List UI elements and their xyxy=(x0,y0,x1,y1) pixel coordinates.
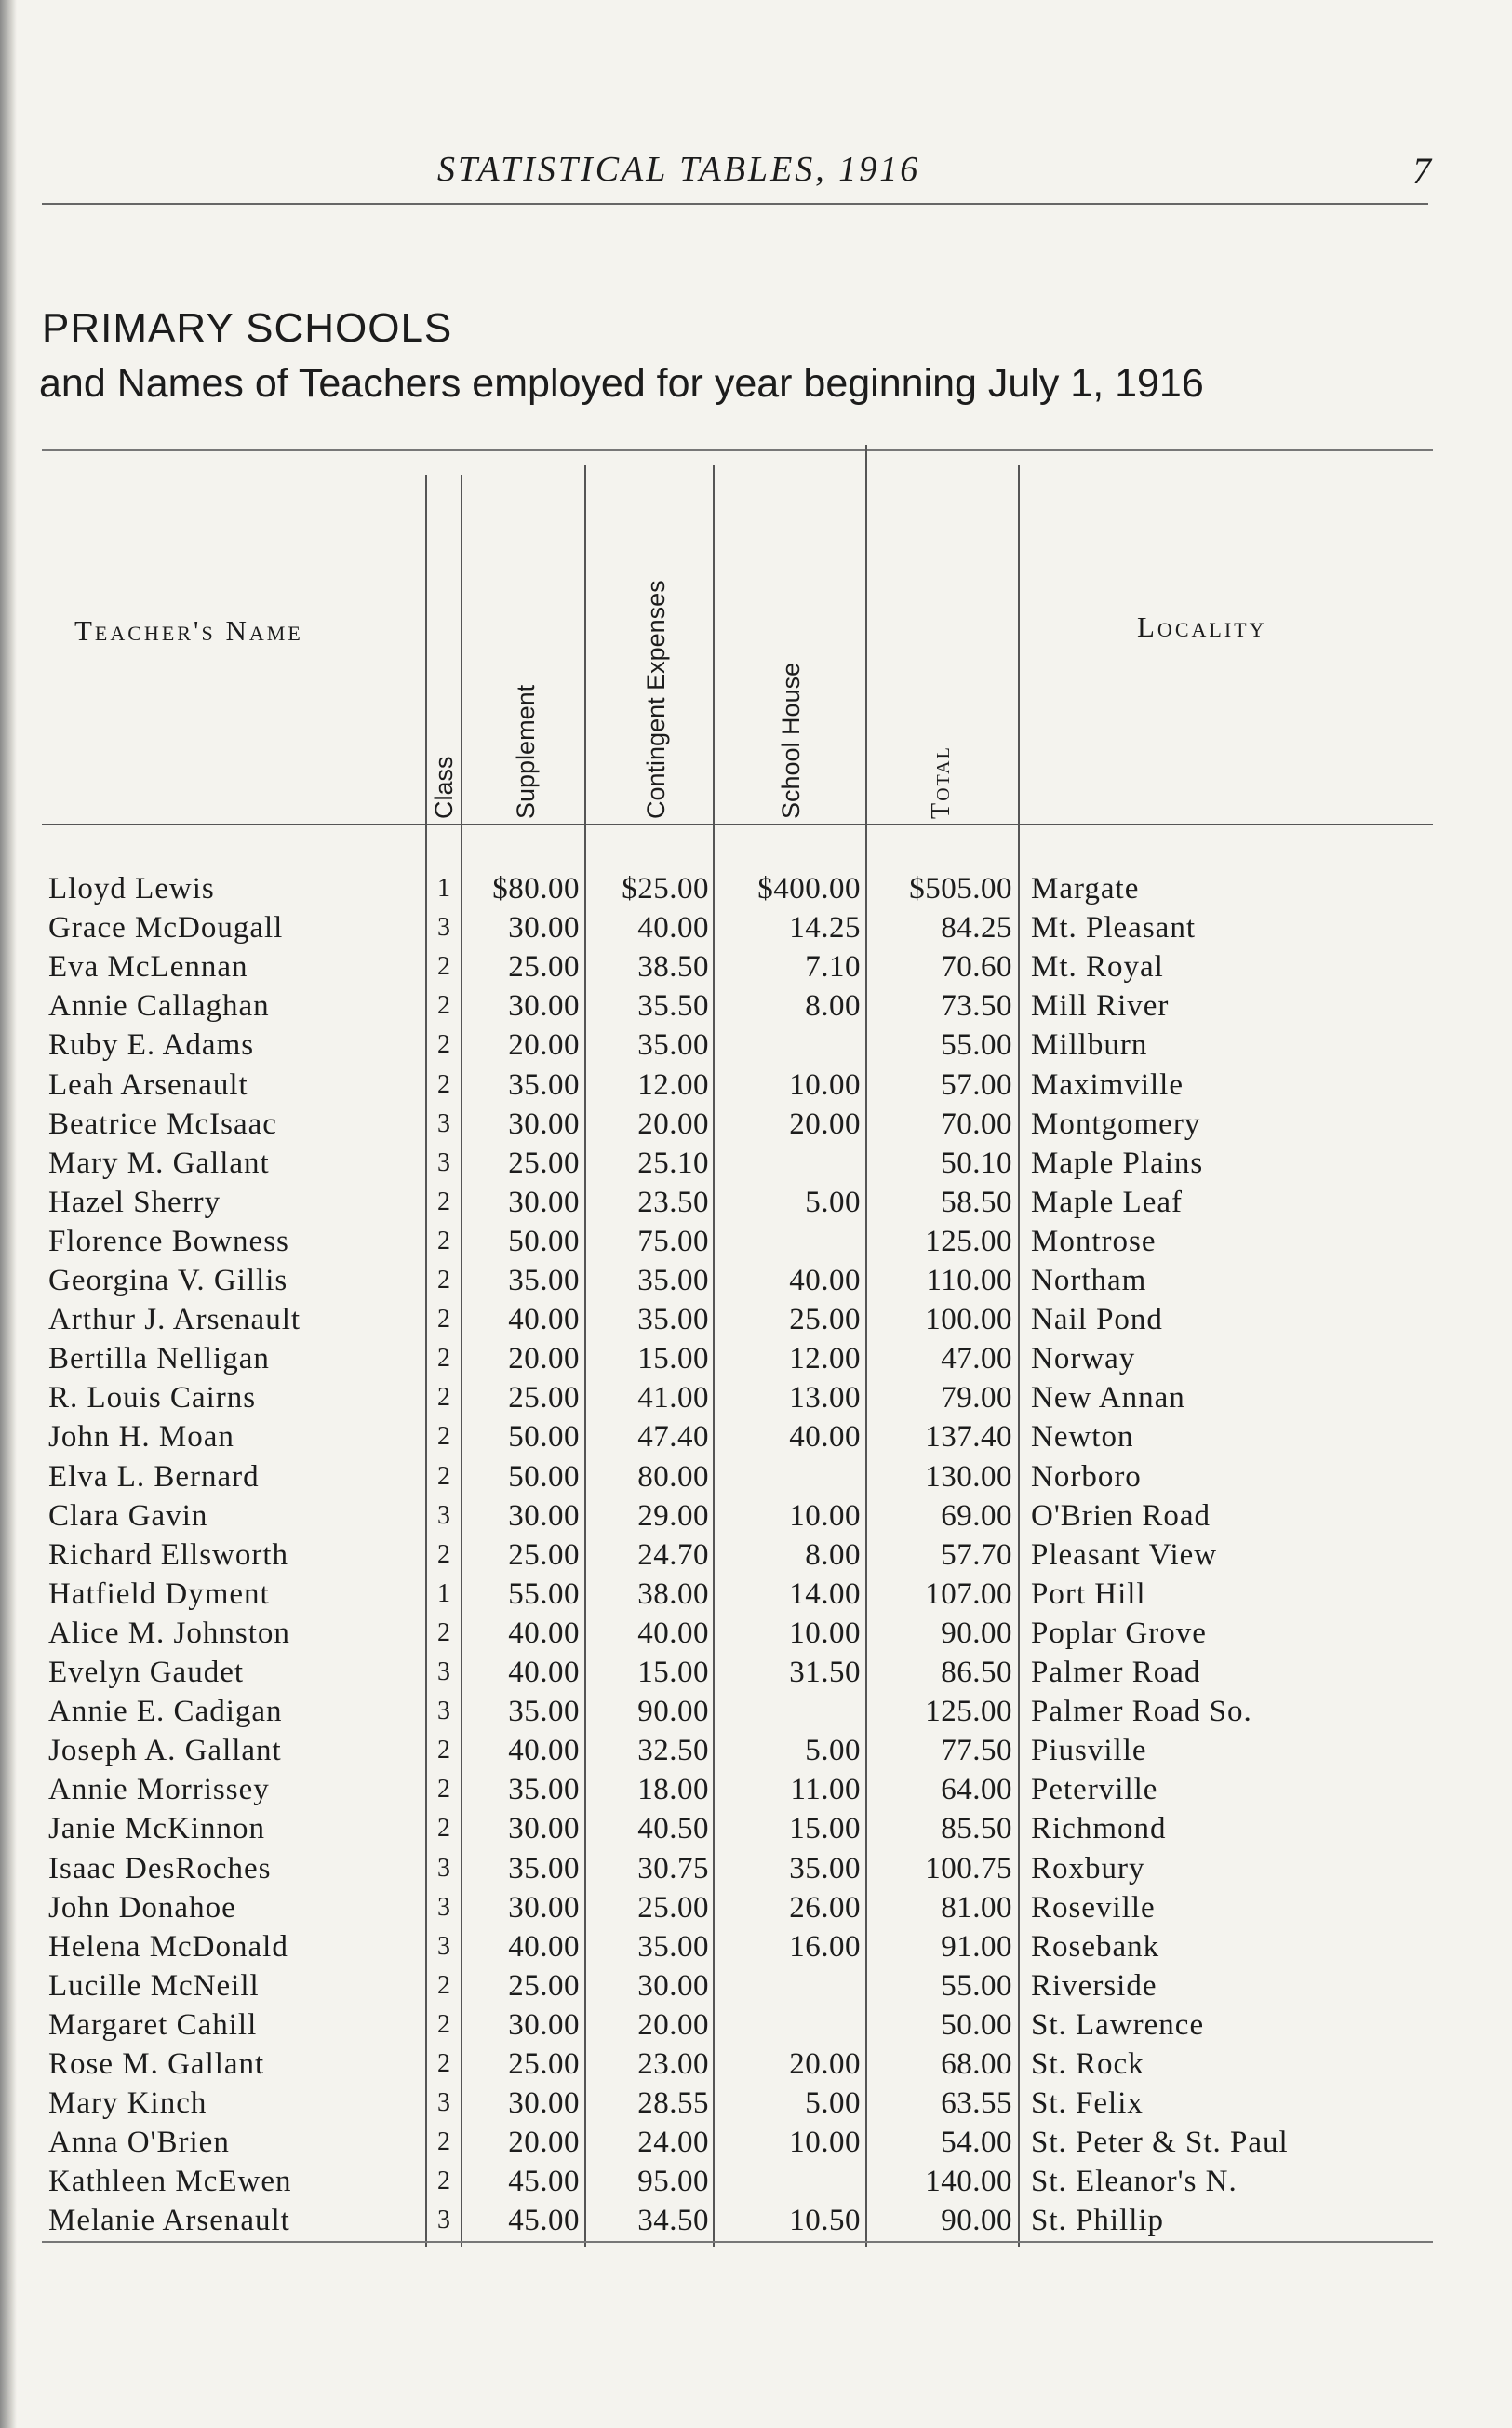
header-class: Class xyxy=(430,756,458,819)
teacher-name-cell: R. Louis Cairns xyxy=(48,1381,257,1415)
supplement-cell: 25.00 xyxy=(508,1146,580,1180)
contingent-expenses-cell: 24.00 xyxy=(637,2126,709,2160)
teacher-name-cell: Melanie Arsenault xyxy=(48,2204,290,2238)
supplement-cell: 35.00 xyxy=(508,1851,580,1885)
locality-cell: Piusville xyxy=(1031,1734,1147,1768)
locality-cell: St. Peter & St. Paul xyxy=(1031,2126,1289,2160)
contingent-expenses-cell: 35.00 xyxy=(637,1929,709,1964)
table-row xyxy=(0,2045,1512,2084)
total-cell: 64.00 xyxy=(941,1773,1012,1807)
teacher-name-cell: Lloyd Lewis xyxy=(48,872,215,905)
teacher-name-cell: Beatrice McIsaac xyxy=(48,1107,277,1141)
supplement-cell: 55.00 xyxy=(508,1576,580,1611)
total-cell: 50.00 xyxy=(941,2007,1012,2042)
class-cell: 3 xyxy=(437,1931,450,1961)
contingent-expenses-cell: 29.00 xyxy=(637,1498,709,1533)
locality-cell: Norway xyxy=(1031,1342,1136,1376)
school-house-cell: 20.00 xyxy=(789,1107,861,1141)
contingent-expenses-cell: 20.00 xyxy=(637,1107,709,1141)
teacher-name-cell: Leah Arsenault xyxy=(48,1067,248,1102)
school-house-cell: 11.00 xyxy=(790,1773,861,1807)
supplement-cell: 30.00 xyxy=(508,1890,580,1925)
contingent-expenses-cell: 41.00 xyxy=(637,1381,709,1415)
total-cell: 90.00 xyxy=(941,1616,1012,1650)
table-top-rule xyxy=(42,449,1433,451)
table-row xyxy=(0,2162,1512,2201)
contingent-expenses-cell: 38.00 xyxy=(637,1576,709,1611)
school-house-cell: 8.00 xyxy=(805,989,861,1024)
school-house-cell: 10.00 xyxy=(789,1067,861,1102)
supplement-cell: 20.00 xyxy=(508,1342,580,1376)
contingent-expenses-cell: 30.00 xyxy=(637,1968,709,2003)
supplement-cell: $80.00 xyxy=(492,872,580,905)
teacher-name-cell: Helena McDonald xyxy=(48,1929,288,1964)
contingent-expenses-cell: 90.00 xyxy=(637,1695,709,1729)
table-row xyxy=(0,1496,1512,1536)
table-row xyxy=(0,1222,1512,1261)
locality-cell: Palmer Road xyxy=(1031,1656,1201,1689)
supplement-cell: 35.00 xyxy=(508,1067,580,1102)
locality-cell: Riverside xyxy=(1031,1968,1157,2003)
teacher-name-cell: Lucille McNeill xyxy=(48,1968,260,2003)
contingent-expenses-cell: 20.00 xyxy=(637,2007,709,2042)
school-house-cell: 10.00 xyxy=(789,2126,861,2160)
class-cell: 3 xyxy=(437,1892,450,1922)
table-row xyxy=(0,1692,1512,1731)
table-row xyxy=(0,1026,1512,1065)
supplement-cell: 25.00 xyxy=(508,2047,580,2081)
locality-cell: Montrose xyxy=(1031,1224,1157,1258)
contingent-expenses-cell: 24.70 xyxy=(637,1537,709,1572)
total-cell: 50.10 xyxy=(941,1146,1012,1180)
locality-cell: Palmer Road So. xyxy=(1031,1695,1252,1729)
class-cell: 2 xyxy=(437,1736,450,1765)
supplement-cell: 35.00 xyxy=(508,1773,580,1807)
supplement-cell: 25.00 xyxy=(508,1381,580,1415)
locality-cell: Mt. Pleasant xyxy=(1031,911,1196,946)
teacher-name-cell: Margaret Cahill xyxy=(48,2007,258,2042)
table-row xyxy=(0,1105,1512,1144)
total-cell: 81.00 xyxy=(941,1890,1012,1925)
locality-cell: Port Hill xyxy=(1031,1576,1146,1611)
supplement-cell: 25.00 xyxy=(508,950,580,985)
total-cell: 100.75 xyxy=(925,1851,1012,1885)
locality-cell: Norboro xyxy=(1031,1459,1142,1494)
contingent-expenses-cell: 35.00 xyxy=(637,1303,709,1337)
teacher-name-cell: Rose M. Gallant xyxy=(48,2047,265,2081)
contingent-expenses-cell: 38.50 xyxy=(637,950,709,985)
contingent-expenses-cell: $25.00 xyxy=(622,872,709,905)
contingent-expenses-cell: 95.00 xyxy=(637,2165,709,2199)
header-locality: Locality xyxy=(1137,610,1267,643)
locality-cell: St. Eleanor's N. xyxy=(1031,2165,1238,2199)
total-cell: 91.00 xyxy=(941,1929,1012,1964)
teacher-name-cell: Mary M. Gallant xyxy=(48,1146,270,1180)
class-cell: 2 xyxy=(437,1775,450,1804)
class-cell: 2 xyxy=(437,1187,450,1216)
school-house-cell: $400.00 xyxy=(757,872,861,905)
total-cell: 79.00 xyxy=(941,1381,1012,1415)
total-cell: 85.50 xyxy=(941,1812,1012,1846)
supplement-cell: 20.00 xyxy=(508,1028,580,1063)
contingent-expenses-cell: 40.00 xyxy=(637,911,709,946)
class-cell: 3 xyxy=(437,1657,450,1686)
teacher-name-cell: Hazel Sherry xyxy=(48,1185,221,1219)
contingent-expenses-cell: 30.75 xyxy=(637,1851,709,1885)
class-cell: 1 xyxy=(437,1578,450,1608)
school-house-cell: 5.00 xyxy=(805,1734,861,1768)
class-cell: 2 xyxy=(437,1344,450,1374)
class-cell: 2 xyxy=(437,1539,450,1569)
locality-cell: Nail Pond xyxy=(1031,1303,1163,1337)
school-house-cell: 40.00 xyxy=(789,1264,861,1297)
contingent-expenses-cell: 35.50 xyxy=(637,989,709,1024)
class-cell: 2 xyxy=(437,1305,450,1335)
table-row xyxy=(0,1809,1512,1848)
school-house-cell: 16.00 xyxy=(789,1929,861,1964)
table-row xyxy=(0,2084,1512,2123)
locality-cell: Roseville xyxy=(1031,1890,1156,1925)
locality-cell: Maple Plains xyxy=(1031,1146,1204,1180)
table-row xyxy=(0,1731,1512,1770)
table-row xyxy=(0,1849,1512,1888)
locality-cell: Poplar Grove xyxy=(1031,1616,1207,1650)
supplement-cell: 40.00 xyxy=(508,1734,580,1768)
header-school-house: School House xyxy=(777,662,805,819)
school-house-cell: 15.00 xyxy=(789,1812,861,1846)
total-cell: 57.00 xyxy=(941,1067,1012,1102)
class-cell: 2 xyxy=(437,991,450,1021)
contingent-expenses-cell: 34.50 xyxy=(637,2204,709,2238)
locality-cell: Rosebank xyxy=(1031,1929,1160,1964)
school-house-cell: 5.00 xyxy=(805,2086,861,2121)
school-house-cell: 14.25 xyxy=(789,911,861,946)
school-house-cell: 10.50 xyxy=(789,2204,861,2238)
school-house-cell: 20.00 xyxy=(789,2047,861,2081)
table-row xyxy=(0,1339,1512,1378)
total-cell: $505.00 xyxy=(909,872,1012,905)
table-row xyxy=(0,1966,1512,2005)
supplement-cell: 35.00 xyxy=(508,1695,580,1729)
table-row xyxy=(0,1653,1512,1692)
locality-cell: St. Lawrence xyxy=(1031,2007,1205,2042)
supplement-cell: 30.00 xyxy=(508,989,580,1024)
locality-cell: Margate xyxy=(1031,872,1140,905)
total-cell: 55.00 xyxy=(941,1028,1012,1063)
table-row xyxy=(0,986,1512,1026)
locality-cell: Roxbury xyxy=(1031,1851,1145,1885)
teacher-name-cell: Ruby E. Adams xyxy=(48,1028,255,1063)
header-rule xyxy=(42,824,1433,825)
class-cell: 3 xyxy=(437,2206,450,2235)
total-cell: 110.00 xyxy=(926,1264,1012,1297)
table-row xyxy=(0,2123,1512,2162)
teacher-name-cell: Alice M. Johnston xyxy=(48,1616,290,1650)
class-cell: 2 xyxy=(437,1069,450,1099)
class-cell: 2 xyxy=(437,1226,450,1255)
table-row xyxy=(0,1300,1512,1339)
school-house-cell: 35.00 xyxy=(789,1851,861,1885)
teacher-name-cell: Bertilla Nelligan xyxy=(48,1342,270,1376)
school-house-cell: 14.00 xyxy=(789,1576,861,1611)
supplement-cell: 50.00 xyxy=(508,1420,580,1455)
total-cell: 63.55 xyxy=(941,2086,1012,2121)
teacher-name-cell: Arthur J. Arsenault xyxy=(48,1303,301,1337)
contingent-expenses-cell: 40.00 xyxy=(637,1616,709,1650)
locality-cell: Richmond xyxy=(1031,1812,1167,1846)
total-cell: 100.00 xyxy=(925,1303,1012,1337)
total-cell: 90.00 xyxy=(941,2204,1012,2238)
class-cell: 2 xyxy=(437,1814,450,1844)
supplement-cell: 45.00 xyxy=(508,2165,580,2199)
class-cell: 2 xyxy=(437,1461,450,1491)
total-cell: 125.00 xyxy=(925,1695,1012,1729)
locality-cell: Pleasant View xyxy=(1031,1537,1218,1572)
contingent-expenses-cell: 40.50 xyxy=(637,1812,709,1846)
contingent-expenses-cell: 12.00 xyxy=(637,1067,709,1102)
header-total: Total xyxy=(927,745,956,819)
contingent-expenses-cell: 75.00 xyxy=(637,1224,709,1258)
teacher-name-cell: Janie McKinnon xyxy=(48,1812,266,1846)
total-cell: 130.00 xyxy=(925,1459,1012,1494)
teacher-name-cell: John H. Moan xyxy=(48,1420,234,1455)
table-row xyxy=(0,869,1512,908)
supplement-cell: 40.00 xyxy=(508,1656,580,1689)
table-row xyxy=(0,1770,1512,1809)
locality-cell: Northam xyxy=(1031,1264,1147,1297)
total-cell: 137.40 xyxy=(925,1420,1012,1455)
teacher-name-cell: Kathleen McEwen xyxy=(48,2165,292,2199)
supplement-cell: 40.00 xyxy=(508,1616,580,1650)
teacher-name-cell: Annie Morrissey xyxy=(48,1773,270,1807)
class-cell: 2 xyxy=(437,1970,450,2000)
contingent-expenses-cell: 18.00 xyxy=(637,1773,709,1807)
total-cell: 68.00 xyxy=(941,2047,1012,2081)
total-cell: 107.00 xyxy=(925,1576,1012,1611)
class-cell: 2 xyxy=(437,1422,450,1452)
table-row xyxy=(0,1183,1512,1222)
total-cell: 69.00 xyxy=(941,1498,1012,1533)
total-cell: 55.00 xyxy=(941,1968,1012,2003)
total-cell: 54.00 xyxy=(941,2126,1012,2160)
teacher-name-cell: Evelyn Gaudet xyxy=(48,1656,245,1689)
supplement-cell: 30.00 xyxy=(508,1185,580,1219)
table-row xyxy=(0,1066,1512,1105)
teacher-name-cell: Clara Gavin xyxy=(48,1498,208,1533)
class-cell: 2 xyxy=(437,2166,450,2196)
table-row xyxy=(0,1144,1512,1183)
locality-cell: Montgomery xyxy=(1031,1107,1201,1141)
teacher-name-cell: Hatfield Dyment xyxy=(48,1576,270,1611)
supplement-cell: 50.00 xyxy=(508,1459,580,1494)
total-cell: 70.60 xyxy=(941,950,1012,985)
teacher-name-cell: Mary Kinch xyxy=(48,2086,207,2121)
teacher-name-cell: Eva McLennan xyxy=(48,950,248,985)
locality-cell: Mt. Royal xyxy=(1031,950,1164,985)
contingent-expenses-cell: 35.00 xyxy=(637,1264,709,1297)
table-row xyxy=(0,947,1512,986)
contingent-expenses-cell: 28.55 xyxy=(637,2086,709,2121)
class-cell: 2 xyxy=(437,2049,450,2078)
contingent-expenses-cell: 25.00 xyxy=(637,1890,709,1925)
total-cell: 47.00 xyxy=(941,1342,1012,1376)
table-row xyxy=(0,1417,1512,1456)
school-house-cell: 5.00 xyxy=(805,1185,861,1219)
teacher-name-cell: Richard Ellsworth xyxy=(48,1537,289,1572)
contingent-expenses-cell: 23.50 xyxy=(637,1185,709,1219)
teacher-name-cell: Annie Callaghan xyxy=(48,989,270,1024)
teacher-name-cell: Anna O'Brien xyxy=(48,2126,230,2160)
school-house-cell: 10.00 xyxy=(789,1616,861,1650)
class-cell: 2 xyxy=(437,2127,450,2157)
school-house-cell: 7.10 xyxy=(805,950,861,985)
total-cell: 86.50 xyxy=(941,1656,1012,1689)
teacher-name-cell: John Donahoe xyxy=(48,1890,236,1925)
class-cell: 3 xyxy=(437,1697,450,1726)
table-row xyxy=(0,1261,1512,1300)
table-row xyxy=(0,908,1512,947)
teacher-name-cell: Florence Bowness xyxy=(48,1224,289,1258)
school-house-cell: 40.00 xyxy=(789,1420,861,1455)
class-cell: 3 xyxy=(437,913,450,943)
supplement-cell: 30.00 xyxy=(508,1812,580,1846)
locality-cell: Newton xyxy=(1031,1420,1134,1455)
total-cell: 125.00 xyxy=(925,1224,1012,1258)
total-cell: 73.50 xyxy=(941,989,1012,1024)
class-cell: 2 xyxy=(437,1383,450,1413)
class-cell: 2 xyxy=(437,952,450,982)
locality-cell: Mill River xyxy=(1031,989,1170,1024)
total-cell: 58.50 xyxy=(941,1185,1012,1219)
table-row xyxy=(0,1378,1512,1417)
school-house-cell: 25.00 xyxy=(789,1303,861,1337)
teacher-name-cell: Grace McDougall xyxy=(48,911,284,946)
locality-cell: Millburn xyxy=(1031,1028,1148,1063)
contingent-expenses-cell: 80.00 xyxy=(637,1459,709,1494)
teacher-name-cell: Isaac DesRoches xyxy=(48,1851,272,1885)
page-subtitle: and Names of Teachers employed for year beginning July 1, 1916 xyxy=(39,361,1204,406)
locality-cell: Maximville xyxy=(1031,1067,1184,1102)
supplement-cell: 30.00 xyxy=(508,1107,580,1141)
locality-cell: Peterville xyxy=(1031,1773,1158,1807)
table-row xyxy=(0,2201,1512,2240)
total-cell: 77.50 xyxy=(941,1734,1012,1768)
supplement-cell: 35.00 xyxy=(508,1264,580,1297)
locality-cell: St. Rock xyxy=(1031,2047,1144,2081)
table-row xyxy=(0,1457,1512,1496)
supplement-cell: 45.00 xyxy=(508,2204,580,2238)
class-cell: 2 xyxy=(437,1030,450,1060)
locality-cell: St. Felix xyxy=(1031,2086,1144,2121)
contingent-expenses-cell: 32.50 xyxy=(637,1734,709,1768)
supplement-cell: 25.00 xyxy=(508,1537,580,1572)
school-house-cell: 10.00 xyxy=(789,1498,861,1533)
teacher-name-cell: Annie E. Cadigan xyxy=(48,1695,283,1729)
school-house-cell: 26.00 xyxy=(789,1890,861,1925)
table-row xyxy=(0,2005,1512,2045)
supplement-cell: 50.00 xyxy=(508,1224,580,1258)
class-cell: 3 xyxy=(437,1500,450,1530)
teacher-name-cell: Elva L. Bernard xyxy=(48,1459,260,1494)
class-cell: 2 xyxy=(437,1617,450,1647)
supplement-cell: 20.00 xyxy=(508,2126,580,2160)
table-row xyxy=(0,1927,1512,1966)
class-cell: 3 xyxy=(437,1108,450,1138)
supplement-cell: 30.00 xyxy=(508,2007,580,2042)
contingent-expenses-cell: 15.00 xyxy=(637,1342,709,1376)
school-house-cell: 12.00 xyxy=(789,1342,861,1376)
teacher-name-cell: Georgina V. Gillis xyxy=(48,1264,288,1297)
supplement-cell: 30.00 xyxy=(508,911,580,946)
table-row xyxy=(0,1575,1512,1614)
locality-cell: St. Phillip xyxy=(1031,2204,1165,2238)
contingent-expenses-cell: 23.00 xyxy=(637,2047,709,2081)
school-house-cell: 8.00 xyxy=(805,1537,861,1572)
locality-cell: O'Brien Road xyxy=(1031,1498,1211,1533)
table-row xyxy=(0,1614,1512,1653)
locality-cell: Maple Leaf xyxy=(1031,1185,1183,1219)
page-number: 7 xyxy=(1412,150,1431,192)
class-cell: 2 xyxy=(437,1266,450,1294)
class-cell: 2 xyxy=(437,2009,450,2039)
contingent-expenses-cell: 47.40 xyxy=(637,1420,709,1455)
teacher-name-cell: Joseph A. Gallant xyxy=(48,1734,282,1768)
class-cell: 3 xyxy=(437,2088,450,2118)
contingent-expenses-cell: 15.00 xyxy=(637,1656,709,1689)
supplement-cell: 25.00 xyxy=(508,1968,580,2003)
page-title: PRIMARY SCHOOLS xyxy=(42,305,453,351)
table-row xyxy=(0,1888,1512,1927)
header-contingent-expenses: Contingent Expenses xyxy=(642,580,670,819)
class-cell: 3 xyxy=(437,1853,450,1883)
total-cell: 57.70 xyxy=(941,1537,1012,1572)
total-cell: 140.00 xyxy=(925,2165,1012,2199)
header-teachers-name: Teacher's Name xyxy=(74,614,303,647)
school-house-cell: 13.00 xyxy=(789,1381,861,1415)
total-cell: 70.00 xyxy=(941,1107,1012,1141)
table-bottom-rule xyxy=(42,2241,1433,2243)
locality-cell: New Annan xyxy=(1031,1381,1185,1415)
header-supplement: Supplement xyxy=(512,684,540,819)
total-cell: 84.25 xyxy=(941,911,1012,946)
head-rule xyxy=(42,203,1428,205)
running-head: STATISTICAL TABLES, 1916 xyxy=(437,150,921,189)
supplement-cell: 40.00 xyxy=(508,1303,580,1337)
supplement-cell: 30.00 xyxy=(508,2086,580,2121)
contingent-expenses-cell: 35.00 xyxy=(637,1028,709,1063)
class-cell: 1 xyxy=(437,874,450,903)
supplement-cell: 40.00 xyxy=(508,1929,580,1964)
contingent-expenses-cell: 25.10 xyxy=(637,1146,709,1180)
supplement-cell: 30.00 xyxy=(508,1498,580,1533)
school-house-cell: 31.50 xyxy=(789,1656,861,1689)
class-cell: 3 xyxy=(437,1147,450,1177)
table-row xyxy=(0,1536,1512,1575)
